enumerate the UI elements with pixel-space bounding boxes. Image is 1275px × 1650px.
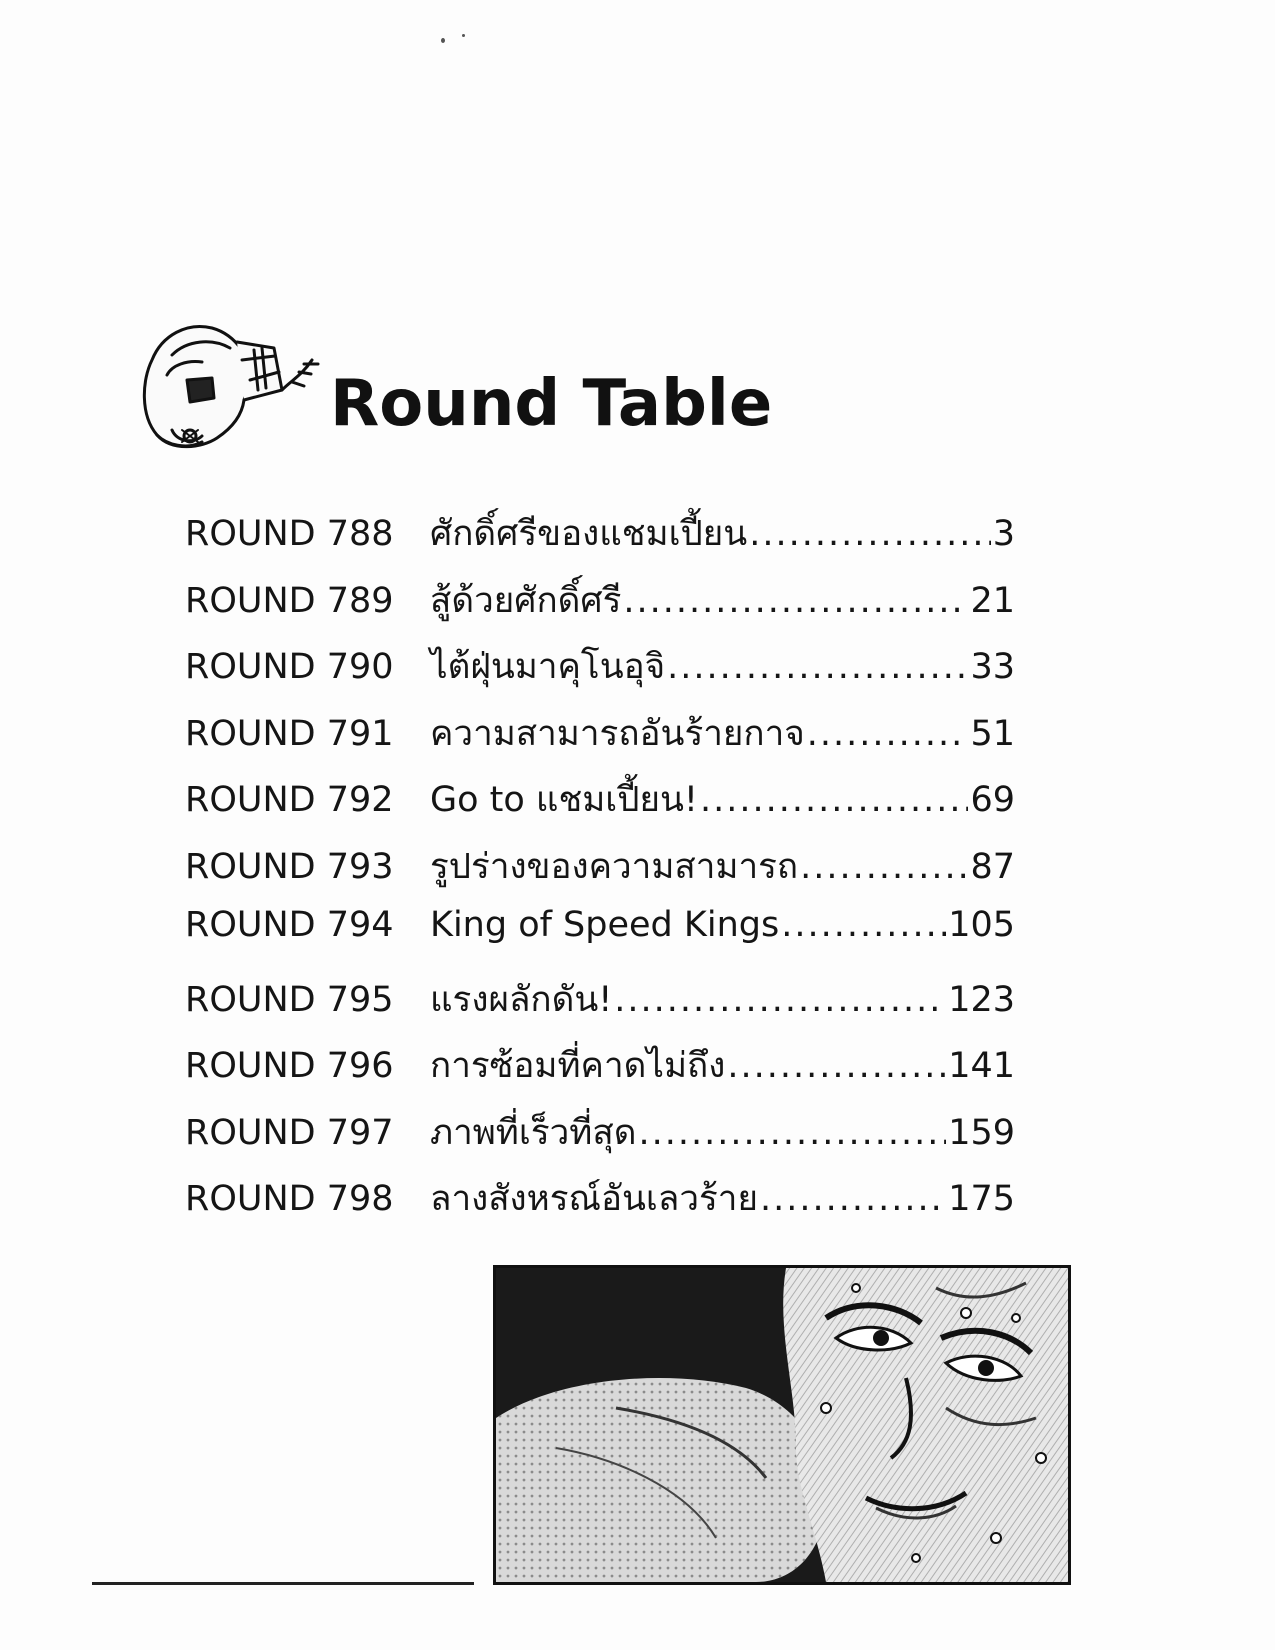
chapter-title: รูปร่างของความสามารถ: [430, 846, 799, 887]
dot-leader: [614, 980, 946, 1020]
toc-row: [185, 1038, 1045, 1105]
manga-panel: [493, 1265, 1071, 1585]
page-number: 51: [970, 713, 1015, 754]
chapter-title: ไต้ฝุ่นมาคุโนอุจิ: [430, 647, 666, 687]
boxing-glove-icon: [132, 320, 332, 470]
chapter-entry: [430, 573, 1015, 628]
toc-row: [185, 1105, 1045, 1172]
chapter-entry: [430, 972, 1015, 1027]
page-number: 141: [948, 1046, 1015, 1086]
chapter-title: Go to แชมเปี้ยน!: [430, 780, 698, 820]
round-number: ROUND 794: [185, 905, 394, 945]
chapter-entry: [430, 905, 1015, 945]
dot-leader: [800, 847, 968, 887]
bottom-rule: [92, 1582, 474, 1585]
chapter-entry: [430, 706, 1015, 761]
round-number: ROUND 793: [185, 846, 394, 887]
chapter-entry: [430, 1171, 1015, 1226]
round-number: ROUND 788: [185, 514, 394, 554]
chapter-title: แรงผลักดัน!: [430, 979, 613, 1020]
toc-row: [185, 839, 1045, 906]
dot-leader: [749, 514, 991, 554]
round-number: ROUND 797: [185, 1112, 394, 1153]
chapter-title: King of Speed Kings: [430, 905, 780, 945]
chapter-entry: [430, 1038, 1015, 1093]
dot-leader: [760, 1179, 946, 1219]
page-number: 159: [948, 1112, 1015, 1153]
round-number: ROUND 798: [185, 1179, 394, 1219]
toc-row: [185, 706, 1045, 773]
toc-row: [185, 639, 1045, 706]
toc-row: [185, 506, 1045, 573]
chapter-title: สู้ด้วยศักดิ์ศรี: [430, 580, 622, 621]
round-number: ROUND 789: [185, 580, 394, 621]
chapter-title: ลางสังหรณ์อันเลวร้าย: [430, 1179, 758, 1219]
page-number: 123: [948, 979, 1015, 1020]
page-number: 175: [948, 1179, 1015, 1219]
dot-leader: [623, 581, 968, 621]
page-number: 87: [970, 846, 1015, 887]
dot-leader: [781, 905, 946, 945]
page-number: 33: [970, 647, 1015, 687]
round-number: ROUND 796: [185, 1046, 394, 1086]
chapter-entry: [430, 639, 1015, 694]
page-number: 69: [970, 780, 1015, 820]
page-number: 21: [970, 580, 1015, 621]
round-number: ROUND 795: [185, 979, 394, 1020]
dot-leader: [667, 647, 968, 687]
page-title: Round Table: [330, 367, 773, 441]
toc-row: [185, 905, 1045, 972]
page-number: 3: [992, 514, 1015, 554]
round-number: ROUND 791: [185, 713, 394, 754]
chapter-entry: [430, 772, 1015, 827]
scan-speck: [462, 34, 465, 37]
toc-row: [185, 972, 1045, 1039]
toc-row: [185, 772, 1045, 839]
boxer-face-illustration: [496, 1268, 1068, 1582]
toc-row: [185, 573, 1045, 640]
dot-leader: [638, 1113, 946, 1153]
chapter-title: การซ้อมที่คาดไม่ถึง: [430, 1046, 726, 1086]
table-of-contents: [185, 506, 1045, 1238]
dot-leader: [727, 1046, 946, 1086]
chapter-title: ภาพที่เร็วที่สุด: [430, 1112, 637, 1153]
toc-row: [185, 1171, 1045, 1238]
dot-leader: [700, 780, 969, 820]
scan-speck: [441, 38, 445, 43]
round-number: ROUND 790: [185, 647, 394, 687]
chapter-entry: [430, 1105, 1015, 1160]
chapter-entry: [430, 506, 1015, 561]
chapter-entry: [430, 839, 1015, 894]
chapter-title: ความสามารถอันร้ายกาจ: [430, 713, 805, 754]
round-number: ROUND 792: [185, 780, 394, 820]
dot-leader: [807, 714, 969, 754]
chapter-title: ศักดิ์ศรีของแชมเปี้ยน: [430, 514, 748, 554]
page-number: 105: [948, 905, 1015, 945]
